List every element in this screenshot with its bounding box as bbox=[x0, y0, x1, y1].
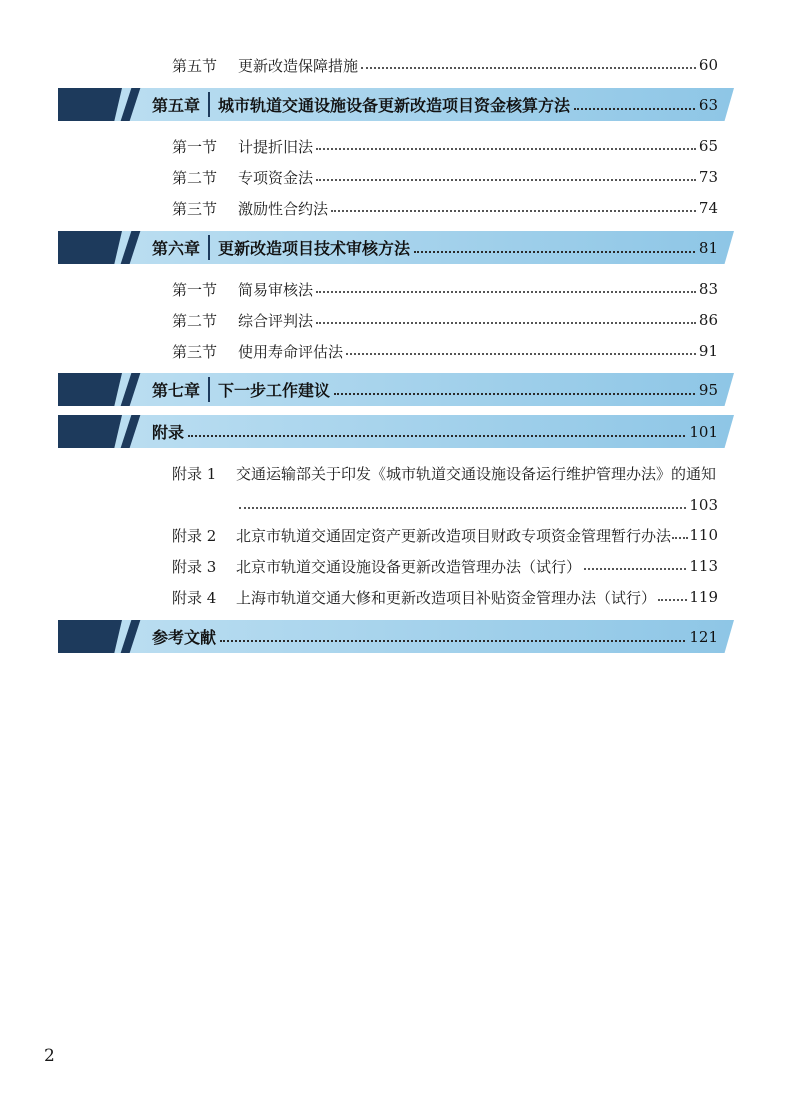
section-number: 第三节 bbox=[172, 199, 218, 218]
section-number: 第五节 bbox=[172, 56, 218, 75]
appendix-item[interactable] bbox=[172, 524, 718, 546]
appendix-number: 附录 2 bbox=[172, 526, 217, 545]
appendix-item-page: 103 bbox=[689, 496, 718, 514]
chapter-number: 第七章 bbox=[152, 381, 201, 400]
appendix-item-page: 113 bbox=[689, 557, 718, 575]
chapter-number: 第五章 bbox=[152, 96, 201, 115]
chapter-bar-dark-block bbox=[58, 373, 122, 406]
section-page: 86 bbox=[698, 311, 718, 329]
chapter-page: 95 bbox=[698, 380, 718, 399]
dot-leader bbox=[346, 353, 696, 355]
dot-leader bbox=[334, 393, 695, 395]
section-page: 60 bbox=[698, 56, 718, 74]
appendix-item-title: 交通运输部关于印发《城市轨道交通设施设备运行维护管理办法》的通知 bbox=[236, 464, 717, 483]
chapter-bar-dark-block bbox=[58, 231, 122, 264]
toc-section-row[interactable] bbox=[172, 166, 718, 188]
chapter-bar-5[interactable] bbox=[58, 88, 734, 121]
appendix-page: 101 bbox=[689, 422, 718, 441]
toc-section-row[interactable] bbox=[172, 197, 718, 219]
references-page: 121 bbox=[689, 627, 718, 646]
chapter-bar-7[interactable] bbox=[58, 373, 734, 406]
appendix-title: 附录 bbox=[152, 423, 185, 442]
chapter-separator bbox=[208, 377, 210, 402]
appendix-item[interactable] bbox=[172, 586, 718, 608]
dot-leader bbox=[316, 148, 696, 150]
chapter-page: 81 bbox=[698, 238, 718, 257]
appendix-number: 附录 1 bbox=[172, 464, 217, 483]
toc-section-row[interactable] bbox=[172, 135, 718, 157]
dot-leader bbox=[414, 251, 695, 253]
chapter-title: 下一步工作建议 bbox=[218, 381, 331, 400]
chapter-bar-6[interactable] bbox=[58, 231, 734, 264]
chapter-page: 63 bbox=[698, 95, 718, 114]
appendix-bar[interactable] bbox=[58, 415, 734, 448]
dot-leader bbox=[316, 179, 696, 181]
dot-leader bbox=[316, 291, 696, 293]
appendix-number: 附录 4 bbox=[172, 588, 217, 607]
section-number: 第一节 bbox=[172, 137, 218, 156]
appendix-item-title: 上海市轨道交通大修和更新改造项目补贴资金管理办法（试行） bbox=[236, 588, 657, 607]
dot-leader bbox=[574, 108, 695, 110]
section-title: 综合评判法 bbox=[238, 311, 314, 330]
toc-section-row[interactable] bbox=[172, 340, 718, 362]
appendix-item[interactable] bbox=[172, 555, 718, 577]
chapter-title: 更新改造项目技术审核方法 bbox=[218, 239, 411, 258]
chapter-bar-dark-block bbox=[58, 620, 122, 653]
appendix-item-title: 北京市轨道交通设施设备更新改造管理办法（试行） bbox=[236, 557, 582, 576]
section-page: 91 bbox=[698, 342, 718, 360]
dot-leader bbox=[239, 507, 686, 509]
dot-leader bbox=[584, 568, 686, 570]
dot-leader bbox=[331, 210, 696, 212]
chapter-title: 城市轨道交通设施设备更新改造项目资金核算方法 bbox=[218, 96, 571, 115]
appendix-item-page: 110 bbox=[689, 526, 718, 544]
toc-section-row[interactable] bbox=[172, 278, 718, 300]
section-page: 73 bbox=[698, 168, 718, 186]
section-number: 第二节 bbox=[172, 311, 218, 330]
appendix-item-page: 119 bbox=[689, 588, 718, 606]
chapter-separator bbox=[208, 92, 210, 117]
toc-section-row[interactable] bbox=[172, 309, 718, 331]
section-page: 83 bbox=[698, 280, 718, 298]
appendix-item-title: 北京市轨道交通固定资产更新改造项目财政专项资金管理暂行办法 bbox=[236, 526, 672, 545]
page-number: 2 bbox=[44, 1046, 55, 1066]
dot-leader bbox=[316, 322, 696, 324]
dot-leader bbox=[220, 640, 685, 642]
references-bar[interactable] bbox=[58, 620, 734, 653]
references-title: 参考文献 bbox=[152, 628, 217, 647]
section-number: 第二节 bbox=[172, 168, 218, 187]
dot-leader bbox=[188, 435, 685, 437]
appendix-number: 附录 3 bbox=[172, 557, 217, 576]
section-page: 65 bbox=[698, 137, 718, 155]
section-title: 激励性合约法 bbox=[238, 199, 329, 218]
section-title: 使用寿命评估法 bbox=[238, 342, 344, 361]
chapter-bar-dark-block bbox=[58, 88, 122, 121]
chapter-number: 第六章 bbox=[152, 239, 201, 258]
dot-leader bbox=[672, 537, 688, 539]
section-page: 74 bbox=[698, 199, 718, 217]
section-title: 计提折旧法 bbox=[238, 137, 314, 156]
section-title: 更新改造保障措施 bbox=[238, 56, 359, 75]
appendix-item[interactable] bbox=[172, 462, 718, 516]
dot-leader bbox=[658, 599, 687, 601]
toc-section-row[interactable] bbox=[172, 54, 718, 76]
section-number: 第三节 bbox=[172, 342, 218, 361]
section-number: 第一节 bbox=[172, 280, 218, 299]
chapter-separator bbox=[208, 235, 210, 260]
section-title: 专项资金法 bbox=[238, 168, 314, 187]
section-title: 简易审核法 bbox=[238, 280, 314, 299]
chapter-bar-dark-block bbox=[58, 415, 122, 448]
dot-leader bbox=[361, 67, 696, 69]
